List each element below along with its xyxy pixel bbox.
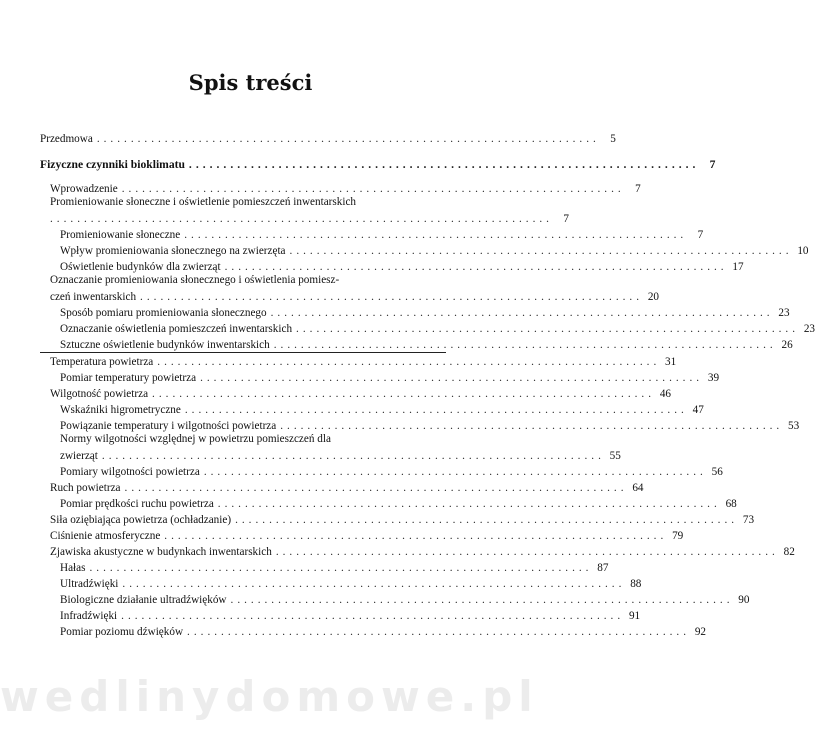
toc-label: Biologiczne działanie ultradźwięków: [60, 594, 227, 606]
leader-dots: ..........................................................................: [275, 546, 779, 558]
toc-page-number: 17: [732, 261, 744, 273]
toc-page-number: 23: [803, 323, 815, 335]
toc-entry-wrapped[interactable]: [40, 196, 569, 226]
toc-label: Pomiary wilgotności powietrza: [60, 466, 200, 478]
toc-entry[interactable]: [40, 180, 641, 196]
toc-label: Normy wilgotności względnej w powietrzu pomieszczeń dla: [60, 433, 331, 445]
leader-dots: ..........................................................................: [217, 498, 721, 510]
leader-dots: ..........................................................................: [280, 420, 784, 432]
toc-label: Wprowadzenie: [50, 183, 118, 195]
toc-entry[interactable]: [40, 559, 609, 575]
toc-label: Promieniowanie słoneczne: [60, 229, 181, 241]
toc-entry-wrapped[interactable]: [40, 274, 660, 304]
toc-entry[interactable]: [40, 607, 641, 623]
leader-dots: ..........................................................................: [164, 530, 668, 542]
leader-dots: ..........................................................................: [140, 291, 644, 303]
toc-entry[interactable]: [40, 320, 815, 336]
toc-label: Wskaźniki higrometryczne: [60, 404, 181, 416]
toc-page-number: 56: [711, 466, 723, 478]
leader-dots: ..........................................................................: [270, 307, 774, 319]
toc-entry[interactable]: [40, 511, 755, 527]
toc-label: Temperatura powietrza: [50, 356, 154, 368]
leader-dots: ..........................................................................: [184, 404, 688, 416]
watermark: wedlinydomowe.pl: [0, 672, 539, 721]
toc-page-number: 91: [628, 610, 641, 622]
toc-entry[interactable]: [40, 575, 642, 591]
toc-page-number: 20: [647, 291, 660, 303]
toc-entry[interactable]: [40, 591, 750, 607]
toc-entry[interactable]: [40, 353, 677, 369]
toc-label: Wilgotność powietrza: [50, 388, 149, 400]
toc-entry[interactable]: [40, 463, 723, 479]
table-of-contents: [40, 130, 815, 639]
leader-dots: ..........................................................................: [187, 626, 691, 638]
toc-label: Oznaczanie oświetlenia pomieszczeń inwentarskich: [60, 323, 293, 335]
leader-dots: ..........................................................................: [188, 158, 700, 171]
toc-entry[interactable]: [40, 543, 795, 559]
toc-label: Promieniowanie słoneczne i oświetlenie pomieszczeń inwentarskich: [50, 196, 357, 208]
leader-dots: ..........................................................................: [235, 514, 739, 526]
toc-label: Pomiar poziomu dźwięków: [60, 626, 184, 638]
toc-label: Infradźwięki: [60, 610, 118, 622]
leader-dots: ..........................................................................: [296, 323, 800, 335]
toc-page-number: 46: [659, 388, 672, 400]
toc-label: Oświetlenie budynków dla zwierząt: [60, 261, 221, 273]
toc-entry[interactable]: [40, 369, 720, 385]
toc-entry[interactable]: [40, 495, 737, 511]
toc-entry-preface[interactable]: [40, 130, 616, 146]
toc-entry[interactable]: [40, 336, 793, 353]
toc-entry-chapter[interactable]: [40, 155, 716, 171]
leader-dots: ..........................................................................: [157, 356, 661, 368]
toc-page-number: 68: [725, 498, 737, 510]
toc-label: Powiązanie temperatury i wilgotności powietrza: [60, 420, 277, 432]
toc-page-number: 53: [788, 420, 800, 432]
toc-page-number: 39: [707, 372, 720, 384]
leader-dots: ..........................................................................: [273, 339, 777, 351]
toc-label: Hałas: [60, 562, 86, 574]
toc-entry[interactable]: [40, 623, 707, 639]
toc-page-number: 7: [697, 229, 704, 241]
toc-page-number: 7: [563, 213, 569, 225]
toc-page-number: 87: [597, 562, 609, 574]
toc-label: Ultradźwięki: [60, 578, 119, 590]
toc-entry-wrapped[interactable]: [40, 433, 621, 463]
toc-page-number: 88: [630, 578, 642, 590]
toc-entry[interactable]: [40, 385, 672, 401]
toc-entry[interactable]: [40, 401, 704, 417]
toc-page-number: 31: [665, 356, 677, 368]
toc-label-continued: czeń inwentarskich: [50, 291, 137, 303]
leader-dots: ..........................................................................: [230, 594, 734, 606]
leader-dots: ..........................................................................: [184, 229, 688, 241]
toc-page-number: 23: [778, 307, 790, 319]
leader-dots: ..........................................................................: [101, 450, 605, 462]
toc-page-number: 47: [692, 404, 704, 416]
toc-label: Pomiar temperatury powietrza: [60, 372, 197, 384]
toc-label: Ciśnienie atmosferyczne: [50, 530, 161, 542]
toc-entry[interactable]: [40, 479, 644, 495]
toc-page-number: 73: [742, 514, 755, 526]
leader-dots: ..........................................................................: [50, 213, 553, 225]
leader-dots: ..........................................................................: [152, 388, 656, 400]
toc-page-number: 90: [738, 594, 750, 606]
toc-label: Ruch powietrza: [50, 482, 121, 494]
toc-page-number: 7: [709, 158, 716, 171]
leader-dots: ..........................................................................: [96, 133, 600, 145]
toc-label: Oznaczanie promieniowania słonecznego i oświetlenia pomiesz-: [50, 274, 340, 286]
toc-label: Sposób pomiaru promieniowania słonecznego: [60, 307, 267, 319]
page-title: Spis treści: [188, 70, 313, 95]
toc-page-number: 82: [783, 546, 795, 558]
toc-label: Pomiar prędkości ruchu powietrza: [60, 498, 214, 510]
toc-entry[interactable]: [40, 226, 704, 242]
toc-label: Siła oziębiająca powietrza (ochładzanie): [50, 514, 232, 526]
toc-page-number: 7: [635, 183, 641, 195]
toc-label: Wpływ promieniowania słonecznego na zwierzęta: [60, 245, 286, 257]
toc-label-continued: zwierząt: [60, 450, 98, 462]
toc-label: Zjawiska akustyczne w budynkach inwentarskich: [50, 546, 272, 558]
toc-page-number: 64: [632, 482, 644, 494]
toc-page-number: 10: [797, 245, 809, 257]
toc-label: Fizyczne czynniki bioklimatu: [40, 158, 185, 171]
leader-dots: ..........................................................................: [224, 261, 728, 273]
leader-dots: ..........................................................................: [289, 245, 793, 257]
toc-entry[interactable]: [40, 527, 684, 543]
leader-dots: ..........................................................................: [200, 372, 704, 384]
leader-dots: ..........................................................................: [121, 610, 625, 622]
toc-entry[interactable]: [40, 242, 809, 258]
toc-page-number: 92: [694, 626, 707, 638]
toc-label: Przedmowa: [40, 133, 93, 145]
leader-dots: ..........................................................................: [89, 562, 593, 574]
leader-dots: ..........................................................................: [122, 578, 626, 590]
toc-page-number: 55: [609, 450, 621, 462]
leader-dots: ..........................................................................: [121, 183, 625, 195]
leader-dots: ..........................................................................: [203, 466, 707, 478]
leader-dots: ..........................................................................: [124, 482, 628, 494]
toc-page-number: 79: [672, 530, 684, 542]
toc-label: Sztuczne oświetlenie budynków inwentarskich: [60, 339, 270, 351]
toc-page-number: 5: [610, 133, 616, 145]
toc-entry[interactable]: [40, 304, 790, 320]
toc-page-number: 26: [781, 339, 793, 351]
toc-entry[interactable]: [40, 258, 744, 274]
toc-entry[interactable]: [40, 417, 800, 433]
